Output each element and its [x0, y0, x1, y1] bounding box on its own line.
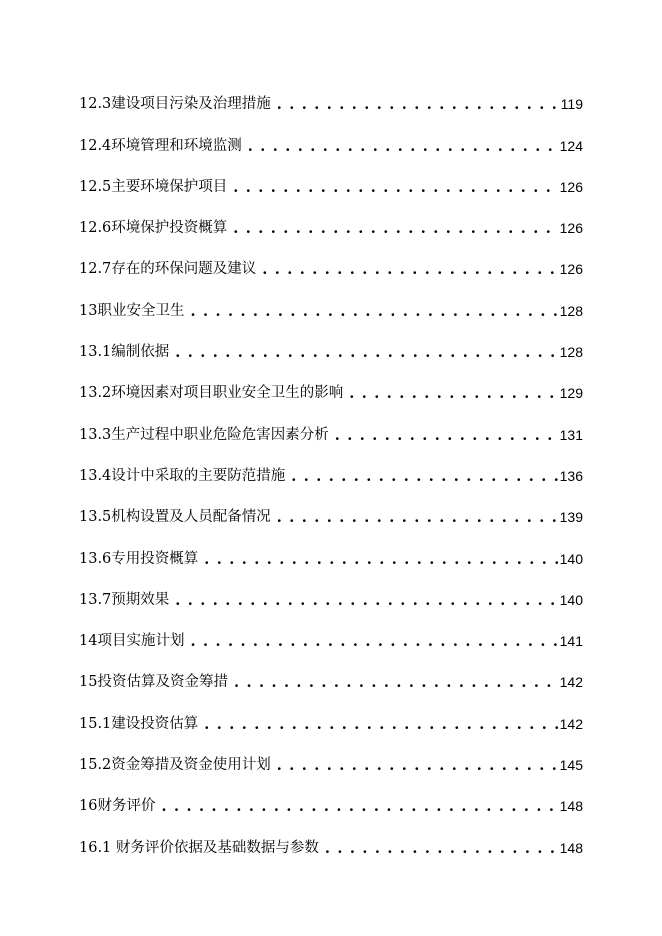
toc-entry[interactable]	[79, 540, 583, 581]
toc-entry-page[interactable]: 119	[560, 96, 583, 113]
toc-entry-title[interactable]: 13.1编制依据	[79, 344, 170, 361]
toc-leader-dots	[277, 757, 558, 774]
toc-entry-page[interactable]: 129	[559, 385, 583, 402]
toc-entry-title[interactable]: 12.5主要环境保护项目	[79, 178, 228, 195]
toc-entry[interactable]	[79, 127, 583, 168]
toc-entry-title[interactable]: 13.3生产过程中职业危险危害因素分析	[79, 426, 329, 443]
toc-leader-dots	[161, 798, 557, 815]
toc-entry-title[interactable]: 12.3建设项目污染及治理措施	[79, 96, 271, 113]
toc-entry-page[interactable]: 140	[559, 550, 583, 567]
toc-leader-dots	[277, 509, 558, 526]
toc-entry[interactable]	[79, 458, 583, 499]
toc-entry-page[interactable]: 126	[559, 178, 583, 195]
toc-entry-title[interactable]: 12.6环境保护投资概算	[79, 220, 228, 237]
toc-entry[interactable]	[79, 86, 583, 127]
toc-entry-title[interactable]: 15投资估算及资金筹措	[79, 674, 228, 691]
toc-leader-dots	[190, 633, 557, 650]
toc-entry-title[interactable]: 15.2资金筹措及资金使用计划	[79, 757, 271, 774]
toc-entry[interactable]	[79, 829, 583, 870]
toc-leader-dots	[335, 427, 558, 444]
toc-leader-dots	[233, 179, 557, 196]
toc-entry-page[interactable]: 148	[559, 839, 583, 856]
toc-entry-title[interactable]: 12.7存在的环保问题及建议	[79, 261, 257, 278]
toc-entry-page[interactable]: 148	[559, 798, 583, 815]
toc-entry[interactable]	[79, 251, 583, 292]
toc-entry[interactable]	[79, 499, 583, 540]
toc-leader-dots	[248, 138, 558, 155]
toc-entry-page[interactable]: 142	[559, 715, 583, 732]
toc-leader-dots	[277, 96, 559, 113]
toc-entry-page[interactable]: 124	[559, 137, 583, 154]
toc-entry-page[interactable]: 145	[559, 757, 583, 774]
toc-entry[interactable]	[79, 334, 583, 375]
toc-entry-page[interactable]: 141	[559, 633, 583, 650]
toc-entry[interactable]	[79, 664, 583, 705]
toc-entry-title[interactable]: 15.1建设投资估算	[79, 715, 199, 732]
toc-leader-dots	[234, 674, 558, 691]
toc-leader-dots	[233, 220, 557, 237]
toc-entry-title[interactable]: 12.4环境管理和环境监测	[79, 137, 242, 154]
toc-entry-title[interactable]: 13职业安全卫生	[79, 302, 185, 319]
toc-entry-page[interactable]: 142	[559, 674, 583, 691]
toc-entry[interactable]	[79, 582, 583, 623]
toc-entry-title[interactable]: 13.5机构设置及人员配备情况	[79, 509, 271, 526]
table-of-contents	[79, 86, 583, 871]
toc-entry[interactable]	[79, 210, 583, 251]
toc-entry-title[interactable]: 16财务评价	[79, 798, 156, 815]
toc-leader-dots	[175, 592, 557, 609]
toc-entry[interactable]	[79, 292, 583, 333]
toc-entry-title[interactable]: 13.2环境因素对项目职业安全卫生的影响	[79, 385, 344, 402]
toc-entry-page[interactable]: 136	[559, 467, 583, 484]
toc-entry-title[interactable]: 16.1 财务评价依据及基础数据与参数	[79, 839, 319, 856]
toc-leader-dots	[190, 303, 557, 320]
toc-leader-dots	[291, 468, 557, 485]
toc-entry-page[interactable]: 128	[559, 344, 583, 361]
toc-entry[interactable]	[79, 169, 583, 210]
toc-entry-title[interactable]: 13.4设计中采取的主要防范措施	[79, 467, 286, 484]
toc-entry-page[interactable]: 126	[559, 261, 583, 278]
toc-entry-page[interactable]: 139	[559, 509, 583, 526]
toc-entry[interactable]	[79, 375, 583, 416]
toc-entry-title[interactable]: 13.6专用投资概算	[79, 550, 199, 567]
toc-entry[interactable]	[79, 747, 583, 788]
toc-entry-page[interactable]: 126	[559, 220, 583, 237]
toc-leader-dots	[349, 385, 557, 402]
toc-entry-page[interactable]: 128	[559, 302, 583, 319]
toc-entry[interactable]	[79, 705, 583, 746]
toc-leader-dots	[262, 261, 557, 278]
toc-entry[interactable]	[79, 416, 583, 457]
toc-entry-page[interactable]: 131	[559, 426, 583, 443]
toc-entry-title[interactable]: 13.7预期效果	[79, 591, 170, 608]
toc-entry-title[interactable]: 14项目实施计划	[79, 633, 185, 650]
toc-leader-dots	[325, 840, 558, 857]
toc-leader-dots	[175, 344, 557, 361]
toc-entry[interactable]	[79, 788, 583, 829]
toc-entry[interactable]	[79, 623, 583, 664]
toc-leader-dots	[204, 551, 557, 568]
toc-leader-dots	[204, 716, 557, 733]
toc-entry-page[interactable]: 140	[559, 591, 583, 608]
